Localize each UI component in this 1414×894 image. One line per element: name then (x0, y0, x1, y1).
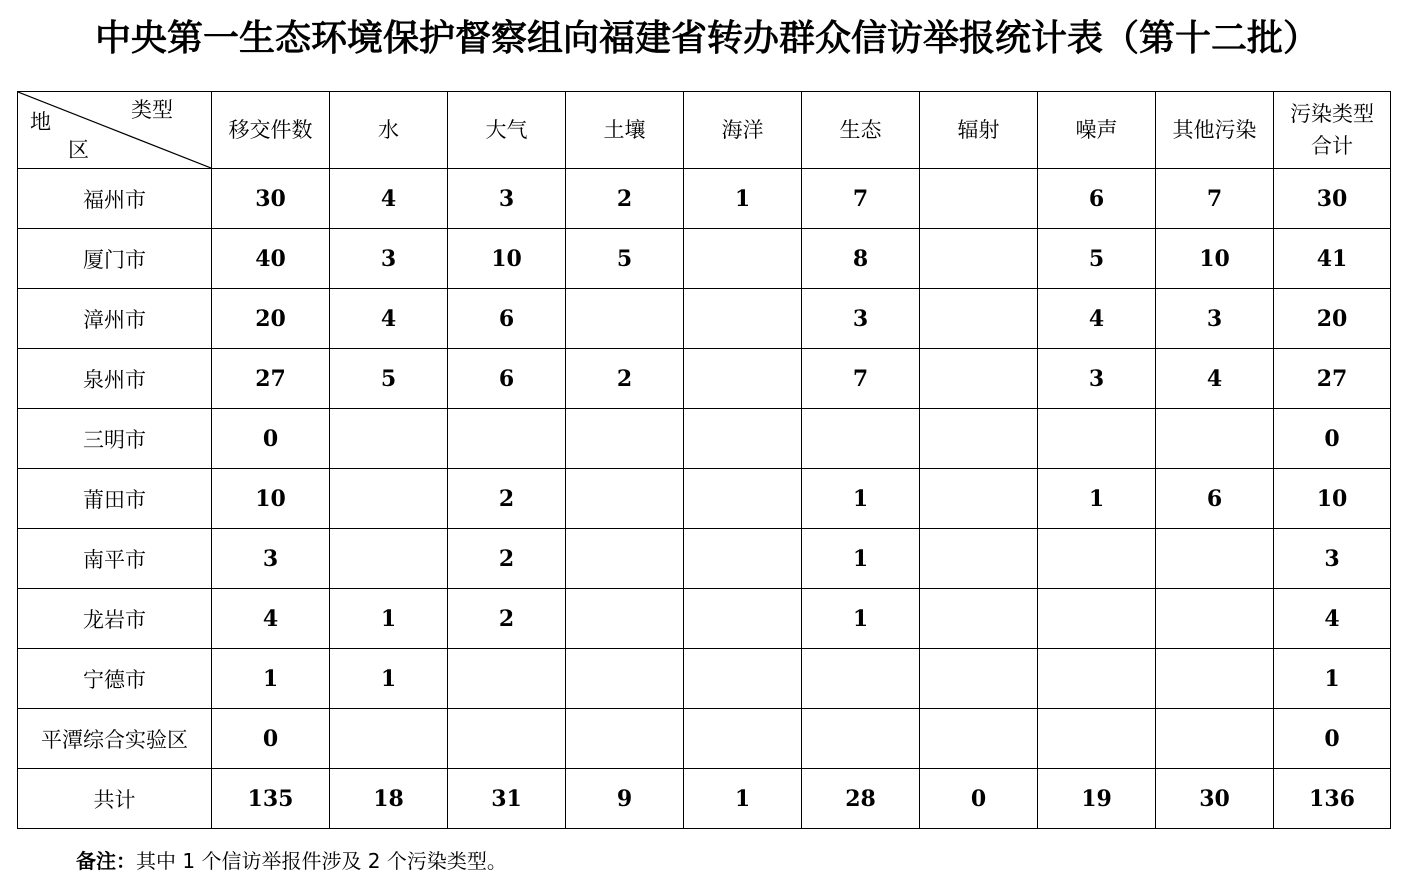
table-row (18, 769, 1391, 829)
table-row (18, 409, 1391, 469)
value-cell (1038, 409, 1156, 469)
value-cell: 19 (1038, 769, 1156, 829)
value-cell: 2 (566, 349, 684, 409)
value-cell (920, 169, 1038, 229)
value-cell (920, 289, 1038, 349)
value-cell (684, 529, 802, 589)
value-cell: 30 (1274, 169, 1391, 229)
value-cell (566, 409, 684, 469)
value-cell (566, 709, 684, 769)
value-cell (802, 709, 920, 769)
table-row (18, 709, 1391, 769)
value-cell (684, 409, 802, 469)
column-header: 大气 (448, 92, 566, 169)
value-cell: 3 (1274, 529, 1391, 589)
value-cell: 7 (802, 349, 920, 409)
corner-header-cell (18, 92, 212, 169)
value-cell: 31 (448, 769, 566, 829)
value-cell (1038, 649, 1156, 709)
table-row (18, 229, 1391, 289)
column-header: 水 (330, 92, 448, 169)
region-cell: 泉州市 (18, 349, 212, 409)
value-cell: 1 (212, 649, 330, 709)
column-header: 海洋 (684, 92, 802, 169)
value-cell: 10 (1274, 469, 1391, 529)
value-cell: 1 (802, 469, 920, 529)
value-cell: 0 (212, 709, 330, 769)
column-header: 其他污染 (1156, 92, 1274, 169)
table-row (18, 589, 1391, 649)
region-cell: 福州市 (18, 169, 212, 229)
value-cell (330, 709, 448, 769)
value-cell: 2 (448, 469, 566, 529)
footnote-label: 备注： (76, 849, 136, 873)
page-title: 中央第一生态环境保护督察组向福建省转办群众信访举报统计表（第十二批） (94, 18, 1319, 59)
footnote (76, 846, 507, 876)
value-cell (684, 289, 802, 349)
value-cell: 4 (1038, 289, 1156, 349)
value-cell (920, 649, 1038, 709)
value-cell: 6 (1038, 169, 1156, 229)
region-cell: 莆田市 (18, 469, 212, 529)
value-cell: 1 (684, 769, 802, 829)
value-cell: 6 (448, 349, 566, 409)
value-cell: 30 (1156, 769, 1274, 829)
value-cell: 0 (212, 409, 330, 469)
value-cell (802, 649, 920, 709)
column-header: 噪声 (1038, 92, 1156, 169)
value-cell (684, 589, 802, 649)
value-cell (920, 589, 1038, 649)
value-cell (448, 649, 566, 709)
value-cell: 28 (802, 769, 920, 829)
value-cell (566, 589, 684, 649)
value-cell (684, 649, 802, 709)
value-cell: 4 (1156, 349, 1274, 409)
value-cell (920, 709, 1038, 769)
value-cell: 3 (448, 169, 566, 229)
column-header-total-line-2: 合计 (1311, 134, 1353, 158)
region-cell: 平潭综合实验区 (18, 709, 212, 769)
value-cell (566, 289, 684, 349)
column-header: 移交件数 (212, 92, 330, 169)
value-cell (1038, 709, 1156, 769)
value-cell: 2 (566, 169, 684, 229)
value-cell (684, 469, 802, 529)
value-cell (802, 409, 920, 469)
value-cell: 136 (1274, 769, 1391, 829)
table-row (18, 529, 1391, 589)
value-cell: 9 (566, 769, 684, 829)
value-cell: 4 (212, 589, 330, 649)
value-cell (1156, 529, 1274, 589)
value-cell: 2 (448, 589, 566, 649)
value-cell (920, 529, 1038, 589)
value-cell (448, 409, 566, 469)
value-cell (448, 709, 566, 769)
value-cell: 20 (212, 289, 330, 349)
value-cell (1156, 589, 1274, 649)
value-cell (920, 349, 1038, 409)
value-cell (684, 349, 802, 409)
value-cell: 1 (330, 589, 448, 649)
value-cell (566, 469, 684, 529)
value-cell: 1 (1038, 469, 1156, 529)
value-cell (920, 469, 1038, 529)
value-cell: 3 (802, 289, 920, 349)
value-cell: 3 (212, 529, 330, 589)
value-cell: 41 (1274, 229, 1391, 289)
value-cell (920, 409, 1038, 469)
value-cell: 10 (448, 229, 566, 289)
corner-region-label-1: 地 (30, 110, 51, 134)
column-header-total-line-1: 污染类型 (1290, 102, 1374, 126)
value-cell: 1 (684, 169, 802, 229)
value-cell: 0 (1274, 409, 1391, 469)
value-cell: 10 (1156, 229, 1274, 289)
value-cell: 3 (330, 229, 448, 289)
value-cell: 1 (1274, 649, 1391, 709)
value-cell: 3 (1156, 289, 1274, 349)
value-cell: 18 (330, 769, 448, 829)
value-cell: 4 (330, 289, 448, 349)
value-cell: 135 (212, 769, 330, 829)
value-cell: 40 (212, 229, 330, 289)
value-cell (1156, 709, 1274, 769)
table-row (18, 169, 1391, 229)
table-body (18, 169, 1391, 829)
footnote-text: 其中 1 个信访举报件涉及 2 个污染类型。 (136, 849, 507, 873)
region-cell: 南平市 (18, 529, 212, 589)
table-row (18, 349, 1391, 409)
column-header: 辐射 (920, 92, 1038, 169)
value-cell (330, 469, 448, 529)
value-cell: 2 (448, 529, 566, 589)
value-cell (330, 529, 448, 589)
table-row (18, 469, 1391, 529)
header-row (18, 92, 1391, 169)
value-cell: 5 (566, 229, 684, 289)
value-cell (566, 529, 684, 589)
value-cell: 20 (1274, 289, 1391, 349)
value-cell: 0 (920, 769, 1038, 829)
region-cell: 厦门市 (18, 229, 212, 289)
column-header-total (1274, 92, 1391, 169)
value-cell (1156, 649, 1274, 709)
value-cell: 27 (1274, 349, 1391, 409)
value-cell: 10 (212, 469, 330, 529)
region-cell: 宁德市 (18, 649, 212, 709)
value-cell: 5 (330, 349, 448, 409)
value-cell: 4 (330, 169, 448, 229)
table-row (18, 649, 1391, 709)
corner-region-label-2: 区 (68, 138, 89, 162)
value-cell: 7 (802, 169, 920, 229)
value-cell: 5 (1038, 229, 1156, 289)
statistics-table (17, 91, 1391, 829)
value-cell: 27 (212, 349, 330, 409)
value-cell (684, 229, 802, 289)
value-cell (566, 649, 684, 709)
region-cell: 三明市 (18, 409, 212, 469)
value-cell: 8 (802, 229, 920, 289)
value-cell (920, 229, 1038, 289)
value-cell: 30 (212, 169, 330, 229)
value-cell (684, 709, 802, 769)
value-cell: 1 (330, 649, 448, 709)
value-cell: 3 (1038, 349, 1156, 409)
table-row (18, 289, 1391, 349)
region-cell: 龙岩市 (18, 589, 212, 649)
value-cell: 6 (448, 289, 566, 349)
value-cell (1038, 589, 1156, 649)
value-cell (1038, 529, 1156, 589)
value-cell: 1 (802, 529, 920, 589)
value-cell: 7 (1156, 169, 1274, 229)
column-header: 土壤 (566, 92, 684, 169)
value-cell: 6 (1156, 469, 1274, 529)
value-cell (1156, 409, 1274, 469)
corner-type-label: 类型 (131, 98, 173, 122)
value-cell: 0 (1274, 709, 1391, 769)
column-header: 生态 (802, 92, 920, 169)
region-cell: 共计 (18, 769, 212, 829)
value-cell (330, 409, 448, 469)
value-cell: 4 (1274, 589, 1391, 649)
region-cell: 漳州市 (18, 289, 212, 349)
value-cell: 1 (802, 589, 920, 649)
